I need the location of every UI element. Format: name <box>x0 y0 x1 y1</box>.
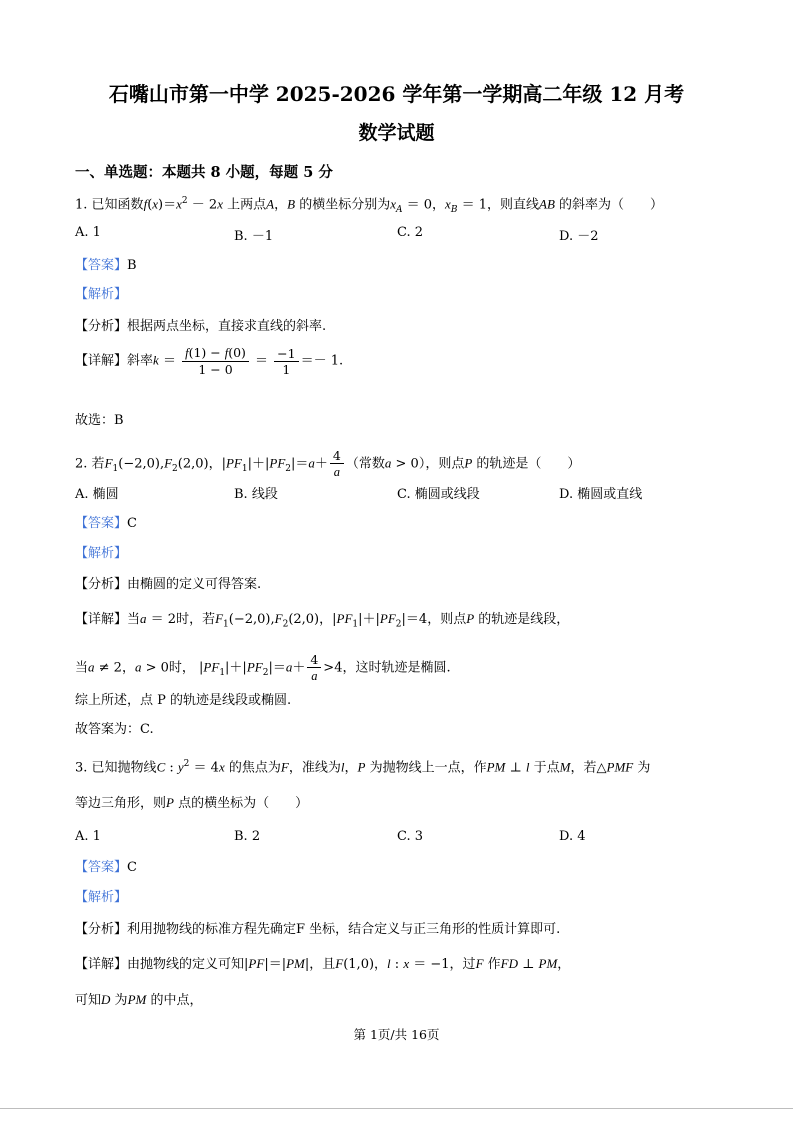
q1-analysis-label: 【解析】 <box>75 287 128 302</box>
q3-last-line: 可知D 为PM 的中点， <box>75 992 203 1008</box>
q1-option-b: B. －1 <box>234 229 274 244</box>
bottom-divider <box>0 1108 793 1109</box>
q2-fenxi: 【分析】由椭圆的定义可得答案. <box>75 577 262 592</box>
q2-answer: 【答案】C <box>75 516 137 531</box>
q3-analysis-label: 【解析】 <box>75 890 128 905</box>
q2-option-a: A. 椭圆 <box>75 487 119 502</box>
q1-detail: 【详解】斜率k ＝ $\frac{f(1) - f(0)}{1 - 0}$ ＝ $\frac{-1}{1}$ ＝－ 1. <box>75 345 344 377</box>
q3-option-c: C. 3 <box>397 829 424 844</box>
q2-conclusion: 故答案为：C. <box>75 722 154 737</box>
q2-detail: 【详解】当a ＝ 2时，若$F_1(-2,0),F_2(2,0)$，$|PF_1|+|PF_2|=4$，则点P 的轨迹是线段， <box>75 611 570 630</box>
slope-fraction: $\frac{f(1) - f(0)}{1 - 0}$ <box>182 345 249 377</box>
q2-option-b: B. 线段 <box>234 487 278 502</box>
doc-title: 石嘴山市第一中学 2025-2026 学年第一学期高二年级 12 月考 <box>108 82 685 106</box>
q3-detail: 【详解】由抛物线的定义可知|PF|＝|PM|，且F(1,0)，l : x ＝ −1，过F 作FD ⊥ PM， <box>75 956 571 972</box>
q3-fenxi: 【分析】利用抛物线的标准方程先确定F 坐标，结合定义与正三角形的性质计算即可. <box>75 922 561 937</box>
q3-option-d: D. 4 <box>559 829 586 844</box>
doc-subtitle: 数学试题 <box>358 122 435 144</box>
q2-option-c: C. 椭圆或线段 <box>397 487 480 502</box>
q2-stem: 2. 若$F_1(-2,0),F_2(2,0)$，$|PF_1|+|PF_2|=a+$ $\frac{4}{a}$ （常数a > 0），则点P 的轨迹是（ ） <box>75 448 581 479</box>
q1-conclusion: 故选：B <box>75 413 124 428</box>
page-footer: 第 1页/共 16页 <box>353 1027 440 1042</box>
q1-answer: 【答案】B <box>75 258 137 273</box>
q1-fenxi: 【分析】根据两点坐标，直接求直线的斜率. <box>75 319 327 334</box>
answer-label: 【答案】 <box>75 258 128 273</box>
q2-analysis-label: 【解析】 <box>75 546 128 561</box>
q3-option-a: A. 1 <box>75 829 101 844</box>
q2-option-d: D. 椭圆或直线 <box>559 487 643 502</box>
q3-stem-line2: 等边三角形，则P 点的横坐标为（ ） <box>75 795 309 811</box>
q3-stem: 3. 已知抛物线C : $y^2 = 4x$ 的焦点为F，准线为l，P 为抛物线上一点，作PM ⊥ l 于点M，若△PMF 为 <box>75 759 651 776</box>
q2-line3: 综上所述，点 P 的轨迹是线段或椭圆. <box>75 693 292 708</box>
unit-fraction: $\frac{-1}{1}$ <box>274 346 298 377</box>
q3-answer: 【答案】C <box>75 860 137 875</box>
q3-option-b: B. 2 <box>234 829 261 844</box>
section-heading: 一、单选题：本题共 8 小题，每题 5 分 <box>75 164 333 181</box>
q2-line2: 当a ≠ 2，a > 0时， $|PF_1|+|PF_2|=a+$ $\frac{4}{a}$ >4，这时轨迹是椭圆. <box>75 652 451 683</box>
q1-option-a: A. 1 <box>75 225 101 240</box>
q1-option-c: C. 2 <box>397 225 424 240</box>
q1-stem: 1. 已知函数$f(x)=x^2 - 2x$ 上两点A，B 的横坐标分别为$x_A = 0$，$x_B = 1$，则直线AB 的斜率为（ ） <box>75 196 664 215</box>
q1-option-d: D. －2 <box>559 229 599 244</box>
